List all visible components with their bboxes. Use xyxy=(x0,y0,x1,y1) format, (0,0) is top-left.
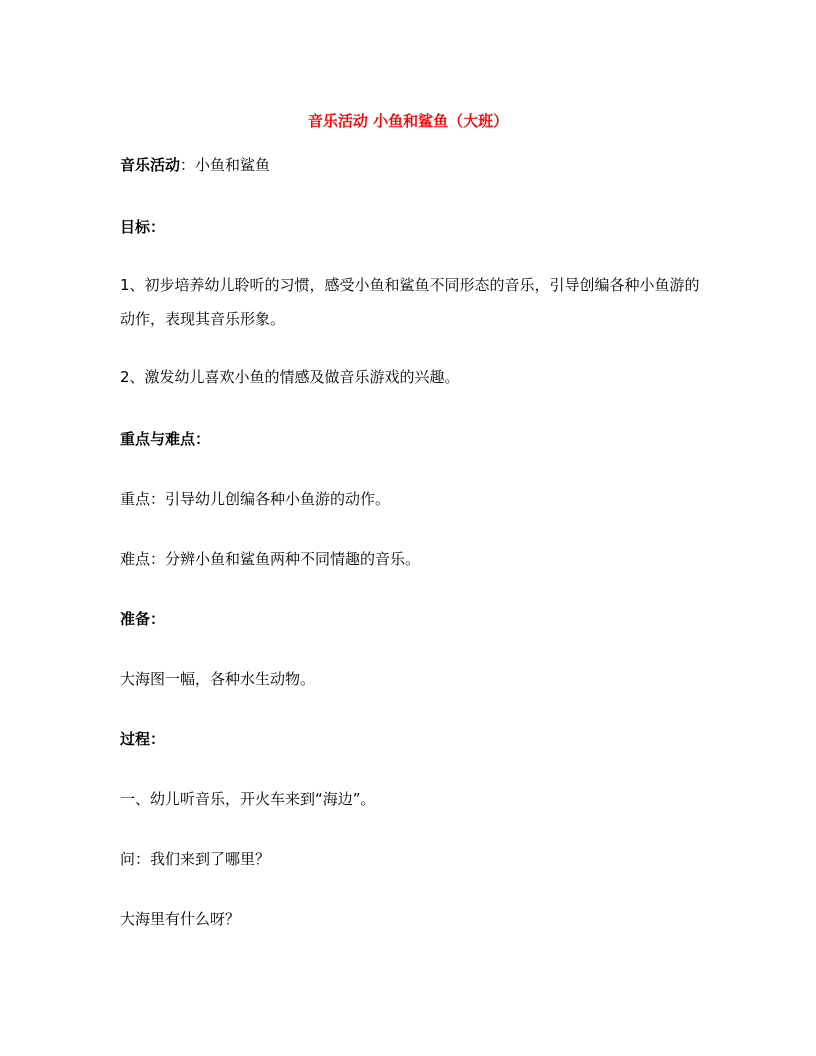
process-question-1: 问：我们来到了哪里？ xyxy=(120,850,271,868)
key-point: 重点：引导幼儿创编各种小鱼游的动作。 xyxy=(120,490,391,508)
preparation-text: 大海图一幅，各种水生动物。 xyxy=(120,670,316,688)
preparation-heading: 准备： xyxy=(120,610,166,628)
document-title: 音乐活动 小鱼和鲨鱼（大班） xyxy=(307,112,509,130)
activity-line xyxy=(120,148,700,182)
goals-heading: 目标： xyxy=(120,218,166,236)
key-points-heading: 重点与难点： xyxy=(120,430,211,448)
process-question-2: 大海里有什么呀？ xyxy=(120,910,241,928)
difficult-point: 难点：分辨小鱼和鲨鱼两种不同情趣的音乐。 xyxy=(120,550,421,568)
goal-item-1: 1、初步培养幼儿聆听的习惯，感受小鱼和鲨鱼不同形态的音乐，引导创编各种小鱼游的动作，表现其音乐形象。 xyxy=(120,276,700,328)
process-heading: 过程： xyxy=(120,730,166,748)
activity-value: ：小鱼和鲨鱼 xyxy=(180,156,271,174)
goal-item-2: 2、激发幼儿喜欢小鱼的情感及做音乐游戏的兴趣。 xyxy=(120,368,460,386)
activity-label: 音乐活动 xyxy=(120,156,181,174)
process-step-1: 一、幼儿听音乐，开火车来到“海边”。 xyxy=(120,790,376,808)
